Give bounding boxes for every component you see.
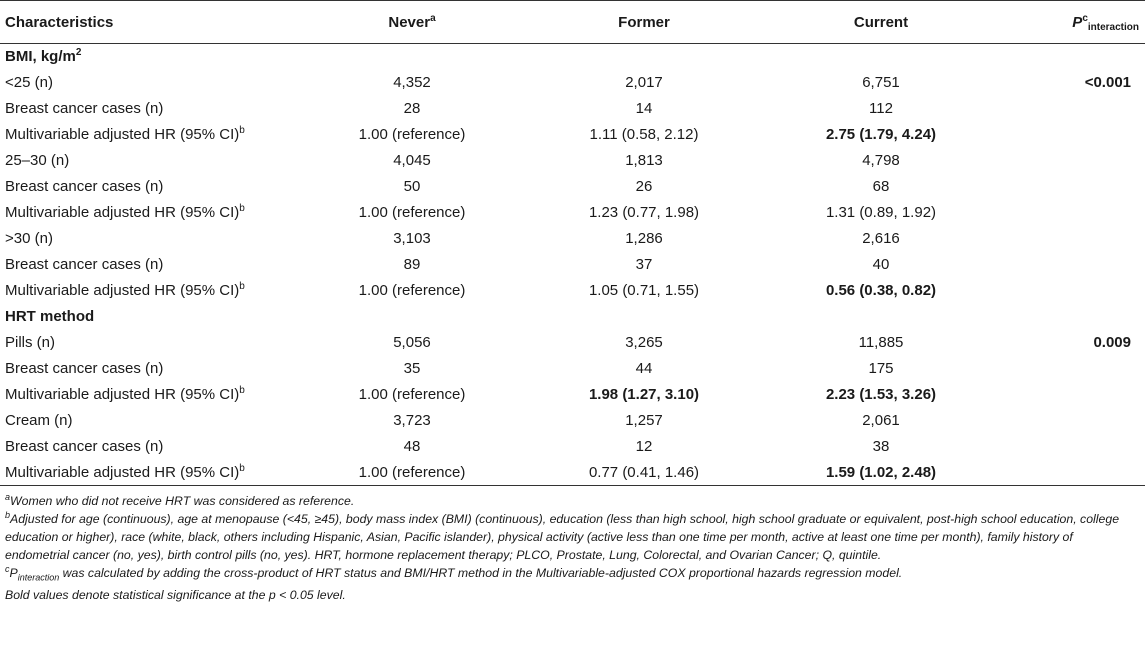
table-row	[0, 252, 1145, 278]
cell-never: 4,045	[393, 152, 431, 169]
row-label: >30 (n)	[5, 230, 53, 247]
table-row	[0, 148, 1145, 174]
section-row-bmi	[0, 44, 1145, 70]
row-label: Pills (n)	[5, 334, 56, 351]
table-row	[0, 330, 1145, 356]
cell-never: 35	[403, 360, 421, 377]
section-label-hrt: HRT method	[5, 308, 95, 325]
cell-former: 14	[635, 100, 653, 117]
row-label: Multivariable adjusted HR (95% CI)$^b$	[0, 460, 298, 486]
row-label: Multivariable adjusted HR (95% CI)$^b$	[5, 385, 245, 403]
cell-never: 3,723	[393, 412, 431, 429]
cell-never: 1.00 (reference)	[358, 204, 466, 221]
cell-current: 1.59 (1.02, 2.48)	[762, 460, 1000, 486]
cell-never: 1.00 (reference)	[358, 386, 466, 403]
header-characteristics: Characteristics	[0, 1, 298, 44]
cell-p-interaction	[1000, 226, 1145, 252]
footnote-bold: Bold values denote statistical significance at the p < 0.05 level.	[5, 588, 346, 603]
cell-p-interaction: <0.001	[1084, 74, 1131, 91]
cell-former: 1.05 (0.71, 1.55)	[588, 282, 700, 299]
cell-former: 1,286	[625, 230, 663, 247]
footnote-a: $^a$Women who did not receive HRT was considered as reference.	[5, 492, 355, 508]
cell-p-interaction	[1000, 252, 1145, 278]
cell-p-interaction	[1000, 382, 1145, 408]
header-former: Former	[526, 1, 762, 44]
table-row	[0, 382, 1145, 408]
cell-never: 50	[403, 178, 421, 195]
cell-former: 1.23 (0.77, 1.98)	[588, 204, 700, 221]
cell-current: 175	[868, 360, 894, 377]
cell-current: 2,061	[862, 412, 900, 429]
table-row	[0, 408, 1145, 434]
cell-p-interaction	[1000, 174, 1145, 200]
cell-current: 2.75 (1.79, 4.24)	[825, 126, 937, 143]
table-row	[0, 122, 1145, 148]
row-label: Breast cancer cases (n)	[5, 360, 164, 377]
header-current: Current	[762, 1, 1000, 44]
cell-former: 12	[635, 438, 653, 455]
cell-p-interaction	[1000, 278, 1145, 304]
cell-current: 6,751	[862, 74, 900, 91]
cell-never: 48	[403, 438, 421, 455]
table-row	[0, 434, 1145, 460]
row-label: Breast cancer cases (n)	[5, 438, 164, 455]
cell-p-interaction	[1000, 460, 1145, 486]
cell-current: 0.56 (0.38, 0.82)	[825, 282, 937, 299]
cell-p-interaction	[1000, 122, 1145, 148]
cell-p-interaction	[1000, 96, 1145, 122]
table-row	[0, 356, 1145, 382]
cell-p-interaction	[1000, 148, 1145, 174]
cell-former: 2,017	[625, 74, 663, 91]
cell-current: 112	[869, 100, 893, 117]
cell-never: 89	[403, 256, 421, 273]
table-row	[0, 460, 1145, 486]
footnote-b: $^b$Adjusted for age (continuous), age at menopause (<45, ≥45), body mass index (BMI) (continuous), education (less than high school, high school graduate or equivalent, post-high school education, college education or higher), race (white, black, others including Hispanic, Asian, Pacific islander), physical activity (active less than one time per month, active at least one time per month), family history of endometrial cancer (no, yes), birth control pills (no, yes). HRT, hormone replacement therapy; PLCO, Prostate, Lung, Colorectal, and Ovarian Cancer; Q, quintile.	[5, 510, 1120, 562]
cell-p-interaction	[1000, 434, 1145, 460]
cell-p-interaction	[1000, 408, 1145, 434]
cell-p-interaction: 0.009	[1093, 334, 1131, 351]
cell-current: 2.23 (1.53, 3.26)	[825, 386, 937, 403]
cell-p-interaction	[1000, 356, 1145, 382]
cell-former: 0.77 (0.41, 1.46)	[526, 460, 762, 486]
row-label: Breast cancer cases (n)	[5, 178, 164, 195]
cell-current: 11,885	[858, 334, 904, 351]
cell-current: 38	[872, 438, 890, 455]
cell-never: 1.00 (reference)	[358, 126, 466, 143]
cell-former: 26	[635, 178, 653, 195]
table-row	[0, 226, 1145, 252]
cell-p-interaction	[1000, 200, 1145, 226]
row-label: 25–30 (n)	[5, 152, 70, 169]
table-row	[0, 278, 1145, 304]
cell-former: 1,257	[625, 412, 663, 429]
header-row	[0, 1, 1145, 44]
row-label: Cream (n)	[5, 412, 73, 429]
table-footnotes	[0, 486, 1145, 604]
cell-never: 28	[403, 100, 421, 117]
row-label: Multivariable adjusted HR (95% CI)$^b$	[5, 125, 245, 143]
footnote-c: $^cP_{interaction}$ was calculated by adding the cross-product of HRT status and BMI/HRT method in the Multivariable-adjusted COX proportional hazards regression model.	[5, 564, 903, 583]
cell-current: 4,798	[862, 152, 900, 169]
section-label-bmi: BMI, $kg/m^2$	[5, 47, 82, 66]
cell-former: 1.11 (0.58, 2.12)	[589, 126, 699, 143]
cell-never: 1.00 (reference)	[358, 282, 466, 299]
cell-current: 2,616	[862, 230, 900, 247]
cell-never: 5,056	[393, 334, 431, 351]
cell-current: 40	[872, 256, 890, 273]
cell-former: 1.98 (1.27, 3.10)	[588, 386, 700, 403]
row-label: Multivariable adjusted HR (95% CI)$^b$	[5, 281, 245, 299]
row-label: Multivariable adjusted HR (95% CI)$^b$	[5, 203, 245, 221]
cell-never: 1.00 (reference)	[298, 460, 526, 486]
table-row	[0, 70, 1145, 96]
header-never: Never$^a$	[298, 1, 526, 44]
cell-former: 44	[635, 360, 653, 377]
table-row	[0, 200, 1145, 226]
cell-former: 3,265	[625, 334, 663, 351]
header-p-interaction: $P^c_{interaction}$	[1000, 1, 1145, 44]
section-row-hrt	[0, 304, 1145, 330]
table-row	[0, 96, 1145, 122]
cell-never: 4,352	[393, 74, 431, 91]
row-label: <25 (n)	[5, 74, 53, 91]
cell-never: 3,103	[393, 230, 431, 247]
cell-current: 68	[872, 178, 890, 195]
table-row	[0, 174, 1145, 200]
row-label: Breast cancer cases (n)	[5, 100, 164, 117]
cell-former: 37	[635, 256, 653, 273]
row-label: Breast cancer cases (n)	[5, 256, 164, 273]
cell-former: 1,813	[625, 152, 663, 169]
cell-current: 1.31 (0.89, 1.92)	[825, 204, 937, 221]
